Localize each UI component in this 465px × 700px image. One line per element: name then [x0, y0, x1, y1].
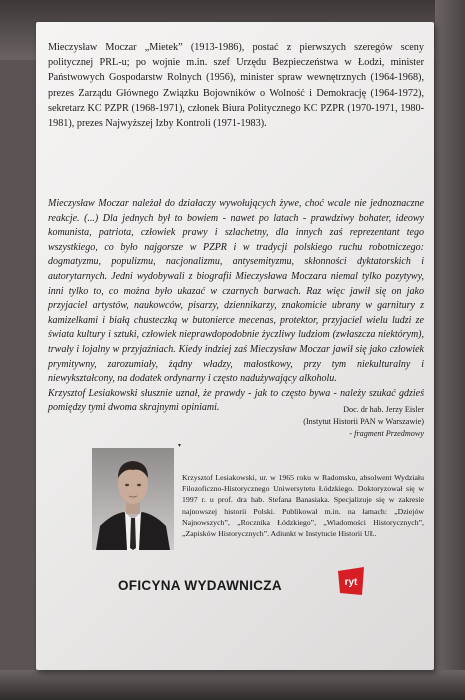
quote-paragraph-2: Krzysztof Lesiakowski słusznie uznał, że prawdy - jak to często bywa - należy szukać gdzieś pomiędzy tymi dwoma skrajnymi opiniami.	[48, 387, 424, 414]
preface-quote	[48, 197, 424, 416]
author-bio: Krzysztof Lesiakowski, ur. w 1965 roku w Radomsku, absolwent Wydziału Filozoficzno-Historycznego Uniwersytetu Łódzkiego. Doktoryzował się w 1997 r. u prof. dra hab. Stefana Banasiaka. Specjalizuje się w zakresie najnowszej historii Polski. Publikował m.in. na łamach: „Dziejów Najnowszych”, „Rocznika Łódzkiego”, „Wiadomości Historycznych”, „Zapisków Historycznych”. Adiunkt w Instytucie Historii UŁ.	[182, 473, 424, 539]
author-portrait-image	[92, 448, 174, 550]
publisher-logo-text: ryt	[344, 577, 358, 588]
background-bottom	[0, 670, 465, 700]
publisher-logo	[334, 565, 368, 597]
quote-paragraph-1: Mieczysław Moczar należał do działaczy wywołujących żywe, choć wcale nie jednoznaczne reakcje. (...) Dla jednych był to bowiem - nawet po latach - prawdziwy bohater, ideowy komunista, patriota, człowiek prawy i szlachetny, dla innych zaś reprezentant tego wszystkiego, co było najgorsze w PZPR i w tradycji polskiego ruchu robotniczego: dogmatyzmu, populizmu, nacjonalizmu, antysemityzmu, skłonności dyktatorskich i autorytarnych. Jedni wydobywali z biografii Mieczysława Moczara niemal tylko pozytywy, inni tylko to, co można było ukazać w czarnych barwach. Raz więc jawił się on jako przyjaciel artystów, naukowców, pisarzy, dziennikarzy, znakomicie ubrany w garnitury z kamizelkami i białą chusteczką w butonierce mecenas, protektor, przyjaciel wielu ludzi ze świata kultury i sztuki, człowiek nieprawdopodobnie życzliwy ludziom (zwłaszcza niektórym), trwały i lojalny w przyjaźniach. Kiedy indziej zaś Mieczysław Moczar jawił się jako człowiek prymitywny, zarozumiały, żądny władzy, małostkowy, przy tym niekulturalny i niewykształcony, na dodatek ordynarny i często nadużywający alkoholu.	[48, 198, 424, 385]
decorative-mark	[178, 442, 184, 445]
publisher-name: OFICYNA WYDAWNICZA	[118, 578, 282, 593]
author-photo	[92, 448, 174, 550]
subject-bio-paragraph: Mieczysław Moczar „Mietek” (1913-1986), postać z pierwszych szeregów sceny politycznej PRL-u; po wojnie m.in. szef Urzędu Bezpieczeństwa w Łodzi, minister Państwowych Gospodarstw Rolnych (1956), minister spraw wewnętrznych (1964-1968), prezes Zarządu Głównego Związku Bojowników o Wolność i Demokrację (1964-1972), sekretarz KC PZPR (1968-1971), członek Biura Politycznego KC PZPR (1970-1971, 1980-1981), prezes Najwyższej Izby Kontroli (1971-1983).	[48, 42, 424, 130]
quote-credit-institute: (Instytut Historii PAN w Warszawie)	[303, 417, 424, 426]
quote-credit-source: - fragment Przedmowy	[349, 429, 424, 438]
background-right	[435, 0, 465, 700]
quote-credit-name: Doc. dr hab. Jerzy Eisler	[343, 405, 424, 414]
